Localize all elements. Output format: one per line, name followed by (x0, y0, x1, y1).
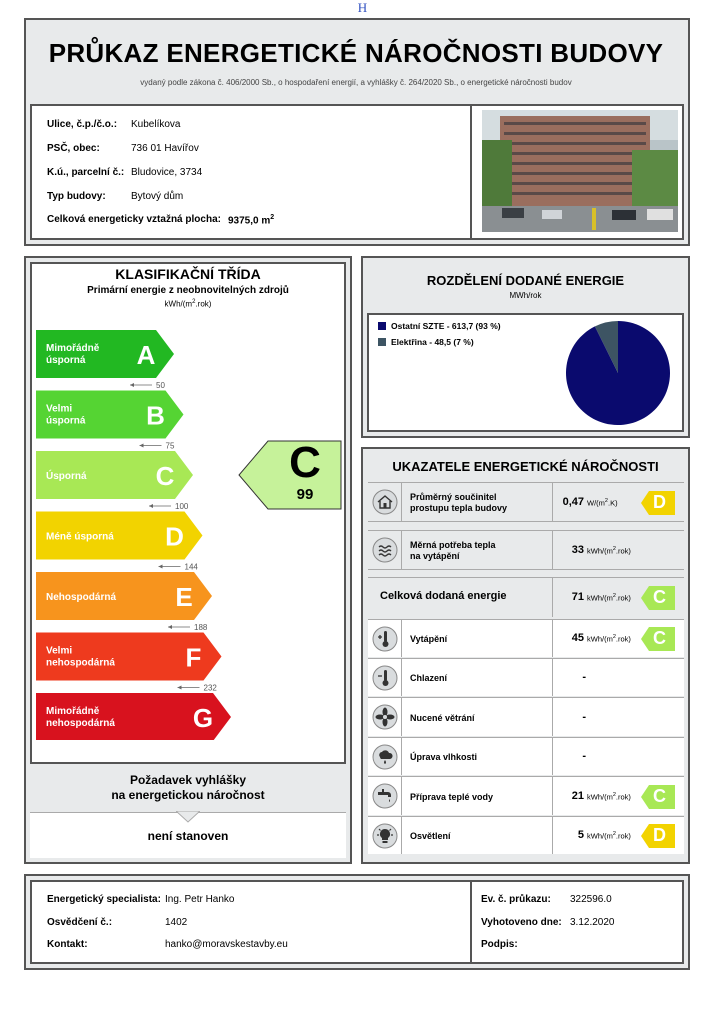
indicator-value: 0,47 (562, 496, 584, 508)
unit-tail: .rok) (615, 546, 631, 556)
threshold-label: 100 (175, 502, 189, 511)
indicator-name (410, 634, 447, 645)
street-label: Ulice, č.p./č.o.: (47, 119, 118, 130)
indicator-row (368, 482, 684, 522)
indicator-name (410, 831, 451, 842)
indicator-value-cell (552, 531, 553, 569)
unit-sup: 2 (604, 498, 608, 504)
classification-subtitle: Primární energie z neobnovitelných zdrojů (87, 285, 289, 296)
class-label: Méně úsporná (46, 531, 114, 543)
cert-value: 1402 (165, 917, 188, 928)
ev-value: 322596.0 (570, 894, 612, 905)
type-label: Typ budovy: (47, 191, 106, 202)
indicator-value-cell (552, 738, 553, 775)
indicator-row (368, 697, 684, 736)
class-label: Velmi (46, 645, 73, 657)
legend-swatch (378, 338, 386, 346)
unit-tail: .rok) (615, 792, 631, 801)
class-label: Velmi (46, 403, 73, 415)
indicator-row (368, 776, 684, 815)
energy-class-a (36, 330, 174, 378)
current-class-letter: C (289, 438, 321, 487)
psc-value: 736 01 Havířov (131, 143, 199, 154)
indicator-name (410, 492, 507, 514)
indicator-value: - (582, 750, 586, 762)
indicator-value-cell (552, 620, 553, 657)
indicator-value: 21 (571, 789, 584, 802)
legend-label: Ostatní SZTE - 613,7 (93 %) (391, 321, 501, 331)
requirement-title-2: na energetickou náročnost (111, 788, 265, 802)
faucet-icon (368, 777, 402, 815)
heat-waves-icon (368, 531, 402, 569)
requirement-title-1: Požadavek vyhlášky (129, 773, 247, 787)
unit-sup: 2 (612, 831, 616, 837)
street-value: Kubelíkova (131, 119, 181, 130)
indicator-class-badge (640, 626, 676, 652)
fan-icon (368, 698, 402, 736)
legend-item (378, 321, 501, 331)
threshold-label: 232 (203, 683, 217, 693)
area-sup: 2 (270, 214, 275, 221)
indicator-name-line: Chlazení (410, 673, 448, 683)
class-letter: D (165, 521, 184, 552)
indicator-value-cell (552, 698, 553, 736)
indicator-unit (587, 831, 631, 841)
legend-item (378, 337, 474, 347)
indicator-value-cell (552, 659, 553, 696)
unit-base: kWh/(m (587, 593, 613, 603)
contact-label: Kontakt: (47, 939, 88, 950)
indicator-class-letter: C (653, 587, 666, 607)
building-photo (482, 110, 678, 232)
class-label: Mimořádně (46, 706, 100, 717)
distribution-title: ROZDĚLENÍ DODANÉ ENERGIE (426, 273, 625, 288)
indicator-value: 5 (577, 829, 584, 841)
indicator-class-letter: D (653, 492, 666, 512)
indicator-name (410, 792, 493, 803)
class-label: Mimořádně (46, 343, 100, 354)
unit-tail: .rok) (195, 299, 212, 309)
distribution-unit: MWh/rok (509, 291, 542, 300)
sign-label: Podpis: (481, 939, 518, 950)
classification-unit (30, 299, 346, 309)
unit-sup: 2 (612, 546, 616, 552)
unit-base: kWh/(m (587, 634, 613, 644)
unit-tail: .K) (607, 498, 618, 508)
class-threshold (140, 442, 175, 451)
indicator-name (410, 673, 447, 684)
indicator-unit (587, 634, 631, 644)
indicator-class-badge (640, 490, 676, 516)
indicator-name-line: Osvětlení (410, 831, 451, 841)
indicator-name (410, 713, 475, 724)
unit-base: kWh/(m (164, 299, 193, 309)
class-label: nehospodárná (46, 718, 115, 729)
class-label: Nehospodárná (46, 592, 117, 603)
indicator-row (368, 737, 684, 775)
indicator-name (410, 540, 496, 562)
indicator-unit (587, 792, 631, 802)
indicator-class-badge (640, 585, 676, 611)
unit-sup: 2 (612, 634, 616, 640)
unit-sup: 2 (612, 791, 616, 798)
indicator-row (368, 577, 684, 617)
class-threshold (149, 502, 189, 511)
ku-label: K.ú., parcelní č.: (47, 167, 125, 178)
indicator-row (368, 530, 684, 570)
class-threshold (168, 623, 208, 632)
class-label: Úsporná (46, 471, 87, 482)
top-mark: H (357, 0, 368, 15)
contact-value: hanko@moravskestavby.eu (165, 939, 288, 950)
indicator-name-line: Průměrný součinitel (410, 492, 497, 502)
class-label: nehospodárná (46, 657, 115, 669)
type-value: Bytový dům (131, 191, 184, 202)
indicator-unit (587, 498, 618, 508)
energy-class-d (36, 512, 203, 560)
indicator-unit (587, 593, 631, 603)
classification-title: KLASIFIKAČNÍ TŘÍDA (115, 266, 261, 282)
indicator-row (368, 619, 684, 657)
energy-class-scale (30, 320, 346, 740)
indicator-value: 71 (571, 591, 584, 603)
energy-class-b (36, 391, 184, 439)
threshold-label: 188 (194, 623, 208, 632)
indicator-name-line: prostupu tepla budovy (410, 503, 508, 513)
class-threshold (130, 381, 165, 390)
indicator-name (410, 752, 477, 763)
energy-pie-chart (565, 319, 671, 427)
indicator-name-line: na vytápění (410, 551, 460, 561)
indicator-row (368, 816, 684, 854)
area-label: Celková energeticky vztažná plocha: (47, 214, 221, 225)
page-subtitle: vydaný podle zákona č. 406/2000 Sb., o hospodaření energií, a vyhlášky č. 264/2020 Sb., o energetické náročnosti budov (140, 78, 572, 87)
indicator-class-badge (640, 784, 676, 810)
lightbulb-icon (368, 817, 402, 854)
indicator-value: 45 (571, 632, 584, 644)
class-letter: G (192, 703, 214, 733)
class-threshold (159, 563, 199, 572)
indicator-unit (587, 546, 631, 556)
indicator-row (368, 658, 684, 696)
footer-divider (470, 882, 472, 962)
class-label: úsporná (46, 355, 86, 366)
indicator-class-badge (640, 823, 676, 849)
psc-label: PSČ, obec: (47, 143, 100, 154)
indicator-value-cell (552, 578, 553, 617)
indicator-value-cell (552, 817, 553, 854)
area-value (228, 214, 274, 226)
energy-class-e (36, 572, 212, 620)
energy-class-g (36, 693, 231, 740)
legend-swatch (378, 322, 386, 330)
unit-base: kWh/(m (587, 792, 613, 801)
date-value: 3.12.2020 (570, 917, 615, 928)
unit-sup: 2 (612, 593, 616, 599)
class-letter: B (146, 400, 165, 431)
specialist-value: Ing. Petr Hanko (165, 894, 235, 905)
indicator-value: - (582, 671, 586, 683)
page-title: PRŮKAZ ENERGETICKÉ NÁROČNOSTI BUDOVY (48, 38, 664, 68)
unit-base: W/(m (587, 498, 605, 508)
unit-base: kWh/(m (587, 831, 613, 841)
class-threshold (178, 684, 218, 693)
thermometer-plus-icon (368, 620, 402, 657)
specialist-label: Energetický specialista: (47, 894, 161, 905)
building-photo-divider (470, 106, 472, 238)
indicator-value: 33 (571, 544, 584, 556)
indicator-class-letter: C (653, 785, 666, 806)
indicator-name-line: Příprava teplé vody (410, 791, 494, 802)
indicator-class-letter: D (653, 825, 666, 845)
area-number: 9375,0 m (228, 215, 271, 227)
current-class-value: 99 (296, 486, 314, 503)
indicator-name-line: Vytápění (410, 634, 448, 644)
class-letter: F (185, 642, 202, 673)
house-icon (368, 483, 402, 521)
threshold-label: 144 (184, 562, 198, 572)
class-letter: A (136, 340, 156, 370)
unit-tail: .rok) (615, 634, 631, 644)
thermometer-cold-icon (368, 659, 402, 696)
indicator-name-line: Úprava vlhkosti (410, 752, 478, 762)
threshold-label: 75 (165, 441, 175, 451)
class-letter: E (175, 582, 193, 612)
threshold-label: 50 (156, 381, 165, 390)
indicator-class-letter: C (653, 628, 666, 648)
class-letter: C (155, 461, 175, 491)
unit-tail: .rok) (615, 593, 631, 603)
date-label: Vyhotoveno dne: (481, 917, 562, 928)
energy-class-c (36, 451, 193, 499)
indicator-name: Celková dodaná energie (380, 590, 507, 602)
indicators-title: UKAZATELE ENERGETICKÉ NÁROČNOSTI (392, 459, 659, 474)
ku-value: Bludovice, 3734 (131, 167, 203, 178)
indicator-name-line: Měrná potřeba tepla (410, 540, 496, 550)
requirement-value: není stanoven (147, 829, 229, 843)
unit-sup: 2 (192, 299, 196, 305)
cert-label: Osvědčení č.: (47, 917, 113, 928)
indicator-value-cell (552, 483, 553, 521)
unit-tail: .rok) (615, 831, 631, 841)
requirement-notch (176, 811, 200, 823)
cloud-drop-icon (368, 738, 402, 775)
indicator-value-cell (552, 777, 553, 815)
energy-class-f (36, 633, 222, 681)
class-label: úsporná (46, 415, 86, 427)
unit-base: kWh/(m (587, 546, 613, 556)
ev-label: Ev. č. průkazu: (481, 894, 551, 905)
indicator-name-line: Nucené větrání (410, 712, 475, 723)
indicator-value: - (582, 710, 586, 723)
legend-label: Elektřina - 48,5 (7 %) (391, 337, 474, 347)
